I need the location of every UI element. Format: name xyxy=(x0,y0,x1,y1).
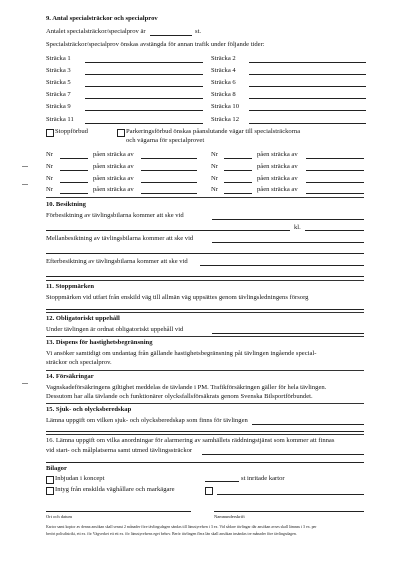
closure-text: Specialsträckor/specialprov önskas avstängda för annan trafik under följande tider: xyxy=(46,41,265,48)
section-10-title: 10. Besiktning xyxy=(46,201,86,208)
section-12-title: 12. Obligatoriskt uppehåll xyxy=(46,315,120,322)
stop-ban-checkbox[interactable] xyxy=(46,129,54,137)
nr-label: Nr xyxy=(211,151,218,158)
stage-count-field[interactable] xyxy=(150,35,192,36)
place-date-field[interactable] xyxy=(46,511,191,512)
nr-label: Nr xyxy=(46,175,53,182)
stage-label: Sträcka 3 xyxy=(46,67,71,74)
stage-time-field[interactable] xyxy=(249,110,366,111)
stage-field[interactable] xyxy=(141,182,197,183)
alarm-question-text: 16. Lämna uppgift om vilka anordningar för alarmering av samhällets räddningstjänst som kommer att finnas xyxy=(46,437,335,444)
post-inspection-label: Efterbesiktning av tävlingsbilarna kommer att ske vid xyxy=(46,258,188,265)
mid-inspection-field[interactable] xyxy=(212,242,364,243)
stage-time-field[interactable] xyxy=(249,86,366,87)
speed-exemption-text-cont: sträckor och specialprov. xyxy=(46,359,112,366)
nr-label: Nr xyxy=(211,163,218,170)
maps-label: st inritade kartor xyxy=(241,475,285,482)
nr-label: Nr xyxy=(46,186,53,193)
stage-field[interactable] xyxy=(141,170,197,171)
invitation-checkbox[interactable] xyxy=(46,476,54,484)
stage-label: Sträcka 5 xyxy=(46,79,71,86)
stage-field[interactable] xyxy=(306,158,364,159)
nr-label: Nr xyxy=(211,175,218,182)
nr-field[interactable] xyxy=(60,158,88,159)
stop-signs-field[interactable] xyxy=(46,309,364,310)
time-label: kl. xyxy=(294,224,301,231)
on-stage-label: påen sträcka av xyxy=(257,175,298,182)
stage-label: Sträcka 9 xyxy=(46,103,71,110)
nr-label: Nr xyxy=(211,186,218,193)
margin-mark xyxy=(22,184,28,185)
section-11-title: 11. Stoppmärken xyxy=(46,283,94,290)
nr-label: Nr xyxy=(46,151,53,158)
nr-field[interactable] xyxy=(60,182,88,183)
stage-field[interactable] xyxy=(306,182,364,183)
on-stage-label: påen sträcka av xyxy=(257,151,298,158)
on-stage-label: påen sträcka av xyxy=(257,163,298,170)
stage-label: Sträcka 8 xyxy=(211,91,236,98)
stage-field[interactable] xyxy=(141,158,197,159)
nr-field[interactable] xyxy=(224,182,252,183)
stage-label: Sträcka 4 xyxy=(211,67,236,74)
medical-readiness-field[interactable] xyxy=(252,424,364,425)
other-attachment-checkbox[interactable] xyxy=(205,487,213,495)
stage-field[interactable] xyxy=(306,193,364,194)
section-divider xyxy=(46,280,364,281)
mid-inspection-field-2[interactable] xyxy=(46,253,364,254)
footnote-line-2: berört polisdistrikt, ett ex. för Vägverket ett ett ex. för länsstyrelsens eget behov. Berör tävlingen flera län skall ansökan insändas tre månader före tävlingsdagen. xyxy=(46,532,297,536)
post-inspection-field[interactable] xyxy=(200,265,364,266)
pre-inspection-label: Förbesiktning av tävlingsbilarna kommer att ske vid xyxy=(46,212,184,219)
nr-field[interactable] xyxy=(224,193,252,194)
attachments-title: Bilagor xyxy=(46,465,67,472)
section-divider xyxy=(46,312,364,313)
stage-label: Sträcka 10 xyxy=(211,103,240,110)
stage-time-field[interactable] xyxy=(85,110,203,111)
stop-ban-label: Stoppförbud xyxy=(55,128,88,135)
nr-label: Nr xyxy=(46,163,53,170)
insurance-text-cont: Dessutom har alla tävlande och funktionärer olycksfallsförsäkrats genom Svenska Bilsportförbundet. xyxy=(46,393,313,400)
margin-mark xyxy=(22,383,28,384)
other-attachment-field[interactable] xyxy=(217,494,364,495)
place-date-caption: Ort och datum xyxy=(46,514,72,519)
medical-readiness-label: Lämna uppgift om vilken sjuk- och olycksberedskap som finns för tävlingen xyxy=(46,417,248,424)
on-stage-label: påen sträcka av xyxy=(93,186,134,193)
on-stage-label: påen sträcka av xyxy=(93,163,134,170)
mandatory-stop-field[interactable] xyxy=(212,333,364,334)
parking-ban-label-cont: och vägarna för specialprovet xyxy=(126,137,205,144)
stage-time-field[interactable] xyxy=(85,74,203,75)
nr-field[interactable] xyxy=(224,170,252,171)
stage-label: Sträcka 2 xyxy=(211,55,236,62)
stage-time-field[interactable] xyxy=(249,74,366,75)
section-9-title: 9. Antal specialsträckor och specialprov xyxy=(46,15,158,22)
pre-inspection-field-2[interactable] xyxy=(46,230,290,231)
stage-time-field[interactable] xyxy=(85,86,203,87)
stage-label: Sträcka 11 xyxy=(46,116,74,123)
section-15-title: 15. Sjuk- och olycksberedskap xyxy=(46,406,132,413)
stage-time-field[interactable] xyxy=(249,98,366,99)
section-14-title: 14. Försäkringar xyxy=(46,373,94,380)
section-divider xyxy=(46,197,364,198)
mid-inspection-label: Mellanbesiktning av tävlingsbilarna kommer att ske vid xyxy=(46,235,194,242)
section-13-title: 13. Dispens för hastighetsbegränsning xyxy=(46,339,153,346)
nr-field[interactable] xyxy=(60,193,88,194)
stage-time-field[interactable] xyxy=(85,123,203,124)
certificate-label: Intyg från enskilda väghållare och markägare xyxy=(55,486,175,493)
pre-inspection-time-field[interactable] xyxy=(305,230,364,231)
certificate-checkbox[interactable] xyxy=(46,487,54,495)
maps-count-field[interactable] xyxy=(205,481,239,482)
on-stage-label: påen sträcka av xyxy=(93,175,134,182)
alarm-field[interactable] xyxy=(202,454,364,455)
stage-time-field[interactable] xyxy=(85,62,203,63)
on-stage-label: påen sträcka av xyxy=(257,186,298,193)
margin-mark xyxy=(22,166,28,167)
stage-label: Sträcka 7 xyxy=(46,91,71,98)
mandatory-stop-label: Under tävlingen är ordnat obligatoriskt uppehåll vid xyxy=(46,326,184,333)
stage-field[interactable] xyxy=(306,170,364,171)
on-stage-label: påen sträcka av xyxy=(93,151,134,158)
signature-field[interactable] xyxy=(214,511,364,512)
stage-time-field[interactable] xyxy=(85,98,203,99)
stage-label: Sträcka 6 xyxy=(211,79,236,86)
alarm-question-text-cont: vid start- och målplatserna samt utmed tävlingssträckor xyxy=(46,447,193,454)
nr-field[interactable] xyxy=(224,158,252,159)
footnote-line-1: Kartor samt kopior av denna ansökan skall senast 2 månader före tävlingsdagen sändas till länsstyrelsen i 3 ex. Vid sådare tävlingar där ansökan avses skall lämnas i 3 ex. per xyxy=(46,525,317,529)
stage-label: Sträcka 12 xyxy=(211,116,240,123)
stop-signs-text: Stoppmärken vid utfart från enskild väg till allmän väg uppsättes genom tävlingsledningens försorg xyxy=(46,294,309,301)
section-divider xyxy=(46,403,364,404)
medical-readiness-field-2[interactable] xyxy=(46,431,364,432)
section-divider xyxy=(46,336,364,337)
invitation-label: Inbjudan i koncept xyxy=(55,475,105,482)
speed-exemption-text: Vi ansöker samtidigt om undantag från gällande hastighetsbegränsning påi tävlingen ingående special- xyxy=(46,350,317,357)
stage-time-field[interactable] xyxy=(249,123,366,124)
parking-ban-label: Parkeringsförbud önskas påanslutande vägar till specialsträckorna xyxy=(126,128,301,135)
nr-field[interactable] xyxy=(60,170,88,171)
post-inspection-field-2[interactable] xyxy=(46,276,364,277)
stage-time-field[interactable] xyxy=(249,62,366,63)
stage-label: Sträcka 1 xyxy=(46,55,71,62)
stage-count-suffix: st. xyxy=(195,28,202,35)
insurance-text: Vagnskadeförsäkringens giltighet meddelas de tävlande i PM. Trafikförsäkringen gäller för hela tävlingen. xyxy=(46,384,327,391)
parking-ban-checkbox[interactable] xyxy=(117,129,125,137)
alarm-field-2[interactable] xyxy=(46,462,364,463)
pre-inspection-field[interactable] xyxy=(212,219,364,220)
section-divider xyxy=(46,434,364,435)
stage-field[interactable] xyxy=(141,193,197,194)
stage-count-label: Antalet specialsträckor/specialprov är xyxy=(46,28,146,35)
signature-caption: Namnunderskrift xyxy=(214,514,245,519)
section-divider xyxy=(46,370,364,371)
